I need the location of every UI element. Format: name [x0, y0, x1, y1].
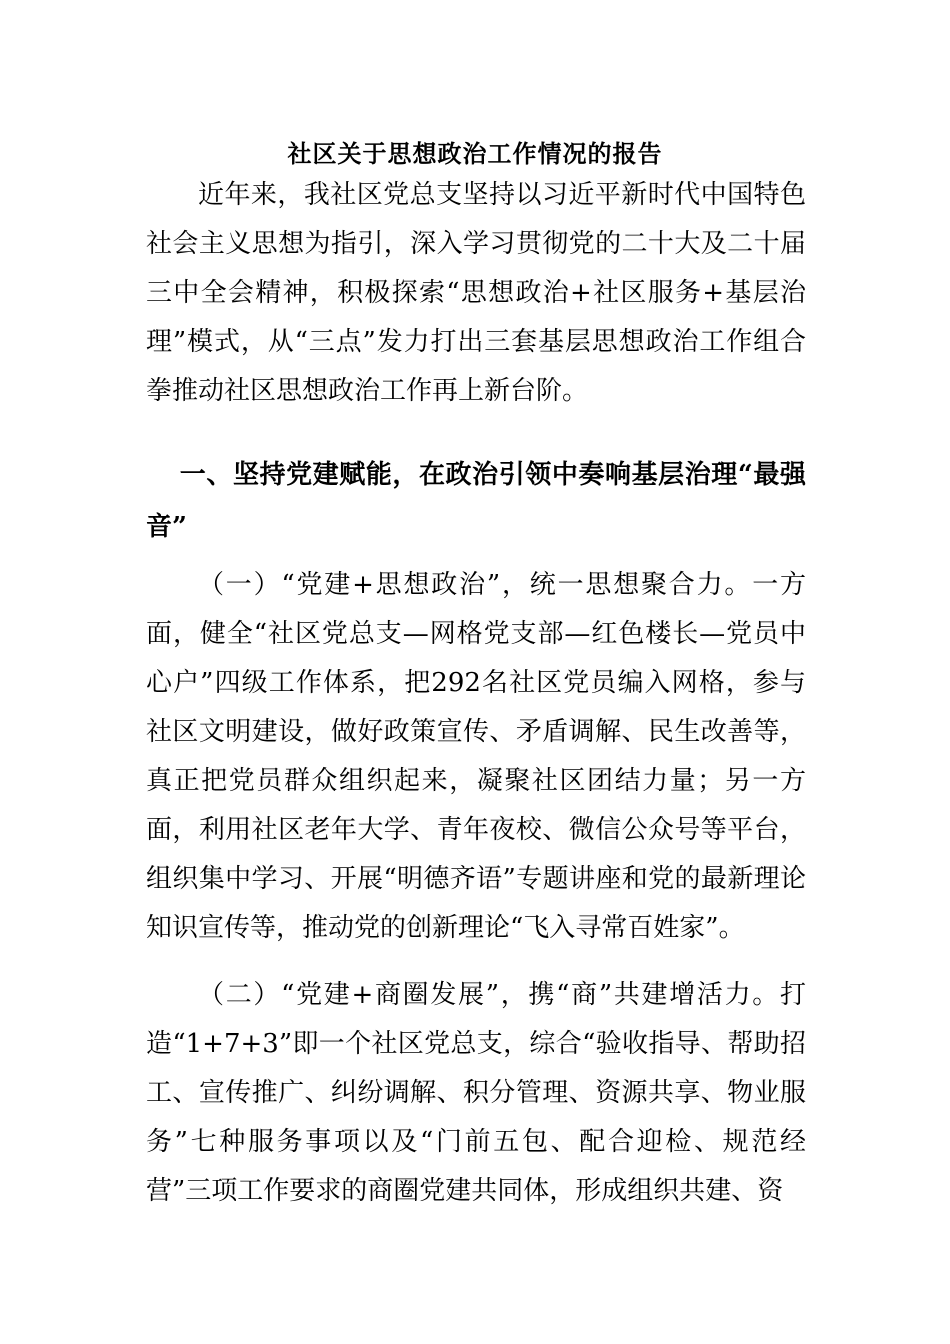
document-title: 社区关于思想政治工作情况的报告	[287, 139, 663, 168]
subsection-1-paragraph: （一）“党建+思想政治”，统一思想聚合力。一方面，健全“社区党总支—网格党支部—红色楼长—党员中心户”四级工作体系，把292名社区党员编入网格，参与社区文明建设，做好政策宣传、矛盾调解、民生改善等，真正把党员群众组织起来，凝聚社区团结力量；另一方面，利用社区老年大学、青年夜校、微信公众号等平台，组织集中学习、开展“明德齐语”专题讲座和党的最新理论知识宣传等，推动党的创新理论“飞入寻常百姓家”。	[146, 570, 806, 943]
subsection-2-paragraph: （二）“党建+商圈发展”，携“商”共建增活力。打造“1+7+3”即一个社区党总支，综合“验收指导、帮助招工、宣传推广、纠纷调解、积分管理、资源共享、物业服务”七种服务事项以及“门前五包、配合迎检、规范经营”三项工作要求的商圈党建共同体，形成组织共建、资	[146, 980, 806, 1206]
intro-paragraph: 近年来，我社区党总支坚持以习近平新时代中国特色社会主义思想为指引，深入学习贯彻党的二十大及二十届三中全会精神，积极探索“思想政治+社区服务+基层治理”模式，从“三点”发力打出三套基层思想政治工作组合拳推动社区思想政治工作再上新台阶。	[146, 180, 806, 406]
section-1-heading: 一、坚持党建赋能，在政治引领中奏响基层治理“最强音”	[146, 460, 806, 542]
